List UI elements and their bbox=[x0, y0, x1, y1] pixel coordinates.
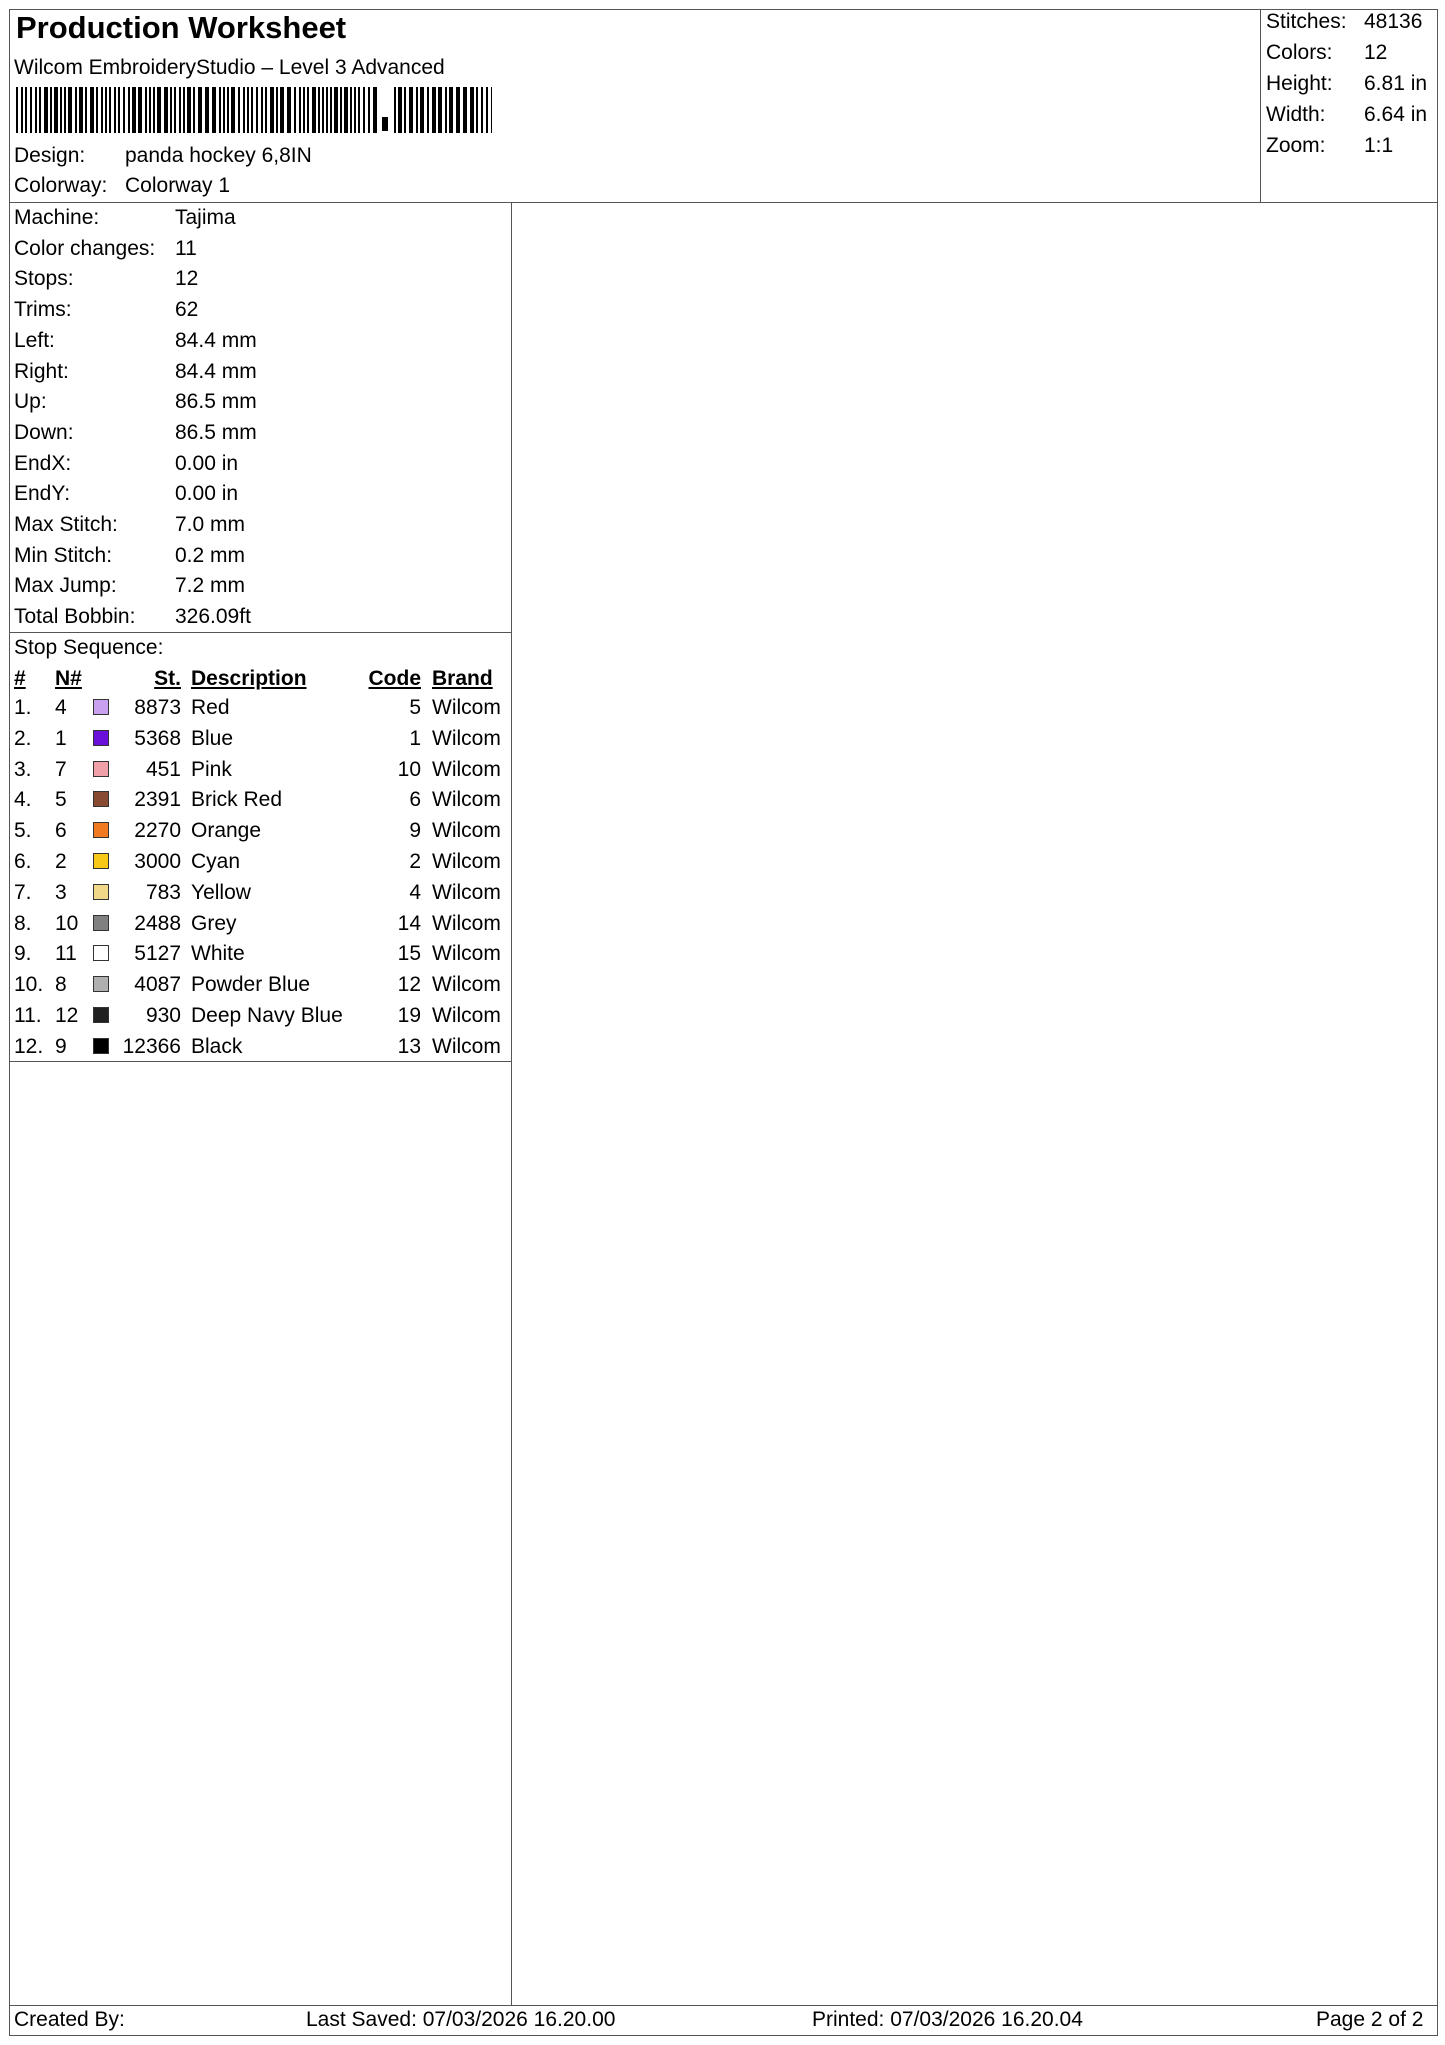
stitch-count: 2270 bbox=[134, 819, 181, 843]
page-title: Production Worksheet bbox=[16, 10, 347, 45]
color-swatch bbox=[93, 853, 109, 869]
needle-number: 7 bbox=[55, 757, 67, 781]
thread-brand: Wilcom bbox=[432, 1004, 501, 1027]
stop-number: 6. bbox=[14, 850, 32, 873]
created-by: Created By: bbox=[14, 2008, 125, 2031]
table-row bbox=[0, 785, 512, 815]
thread-brand: Wilcom bbox=[432, 726, 501, 750]
table-row bbox=[0, 816, 512, 846]
machine-info-label: Up: bbox=[14, 390, 47, 414]
needle-number: 1 bbox=[55, 726, 67, 750]
thread-brand: Wilcom bbox=[432, 942, 501, 966]
stop-number: 3. bbox=[14, 757, 32, 781]
machine-info-label: Max Stitch: bbox=[14, 513, 118, 536]
thread-description: Pink bbox=[191, 757, 232, 781]
stitch-count: 930 bbox=[145, 1004, 181, 1027]
machine-info-divider bbox=[9, 632, 512, 633]
thread-code: 9 bbox=[409, 819, 421, 843]
stop-number: 2. bbox=[14, 726, 32, 750]
machine-info-label: Machine: bbox=[14, 206, 100, 229]
table-row bbox=[0, 724, 512, 754]
stitch-count: 2391 bbox=[134, 788, 181, 812]
machine-info-label: Color changes: bbox=[14, 236, 156, 260]
thread-brand: Wilcom bbox=[432, 757, 501, 781]
thread-code: 14 bbox=[397, 911, 421, 935]
thread-code: 12 bbox=[397, 973, 421, 997]
machine-info-value: 7.0 mm bbox=[175, 513, 246, 536]
needle-number: 10 bbox=[55, 911, 79, 935]
thread-brand: Wilcom bbox=[432, 696, 501, 719]
last-saved: Last Saved: 07/03/2026 16.20.00 bbox=[306, 2008, 616, 2031]
thread-brand: Wilcom bbox=[432, 911, 501, 935]
thread-code: 4 bbox=[409, 880, 421, 904]
machine-info-value: 326.09ft bbox=[175, 605, 251, 629]
thread-description: Red bbox=[191, 696, 230, 719]
col-stitches: St. bbox=[154, 667, 181, 690]
thread-code: 2 bbox=[409, 850, 421, 873]
machine-info-label: Left: bbox=[14, 328, 55, 352]
stop-number: 5. bbox=[14, 819, 32, 843]
machine-info-value: 0.00 in bbox=[175, 482, 239, 506]
printed-date: Printed: 07/03/2026 16.20.04 bbox=[812, 2008, 1083, 2031]
thread-code: 15 bbox=[397, 942, 421, 966]
machine-info-value: 62 bbox=[175, 298, 199, 322]
summary-value: 1:1 bbox=[1364, 134, 1394, 157]
summary-label: Stitches: bbox=[1266, 10, 1347, 33]
col-description: Description bbox=[191, 667, 307, 690]
stop-number: 4. bbox=[14, 788, 32, 812]
stitch-count: 5368 bbox=[134, 726, 181, 750]
machine-info-label: EndY: bbox=[14, 482, 71, 506]
thread-code: 1 bbox=[409, 726, 421, 750]
machine-info-label: Min Stitch: bbox=[14, 543, 113, 567]
page-number: Page 2 of 2 bbox=[1316, 2008, 1424, 2031]
needle-number: 11 bbox=[55, 942, 77, 966]
thread-code: 6 bbox=[409, 788, 421, 812]
color-swatch bbox=[93, 822, 109, 838]
thread-description: Brick Red bbox=[191, 788, 283, 812]
thread-description: Yellow bbox=[191, 880, 251, 904]
stop-number: 12. bbox=[14, 1034, 44, 1058]
thread-brand: Wilcom bbox=[432, 850, 501, 873]
needle-number: 6 bbox=[55, 819, 67, 843]
thread-description: Black bbox=[191, 1034, 243, 1058]
machine-info-value: 86.5 mm bbox=[175, 420, 257, 444]
software-name: Wilcom EmbroideryStudio – Level 3 Advanced bbox=[14, 56, 445, 79]
table-row bbox=[0, 909, 512, 939]
col-num: # bbox=[14, 667, 26, 690]
machine-info-label: Trims: bbox=[14, 298, 72, 322]
colorway-value: Colorway 1 bbox=[125, 174, 231, 197]
barcode-image bbox=[16, 87, 492, 133]
color-swatch bbox=[93, 791, 109, 807]
needle-number: 8 bbox=[55, 973, 67, 997]
color-swatch bbox=[93, 730, 109, 746]
stitch-count: 783 bbox=[145, 880, 181, 904]
summary-label: Height: bbox=[1266, 72, 1333, 95]
machine-info-value: Tajima bbox=[175, 206, 236, 229]
needle-number: 12 bbox=[55, 1004, 79, 1027]
thread-description: White bbox=[191, 942, 245, 966]
stitch-count: 3000 bbox=[134, 850, 181, 873]
stitch-count: 8873 bbox=[134, 696, 181, 719]
stitch-count: 2488 bbox=[134, 911, 181, 935]
col-brand: Brand bbox=[432, 667, 493, 690]
thread-brand: Wilcom bbox=[432, 880, 501, 904]
thread-code: 13 bbox=[397, 1034, 421, 1058]
needle-number: 9 bbox=[55, 1034, 67, 1058]
thread-description: Orange bbox=[191, 819, 262, 843]
thread-code: 10 bbox=[397, 757, 421, 781]
machine-info-label: Max Jump: bbox=[14, 574, 117, 598]
summary-label: Width: bbox=[1266, 103, 1326, 126]
color-swatch bbox=[93, 976, 109, 992]
stop-number: 8. bbox=[14, 911, 32, 935]
machine-info-label: Stops: bbox=[14, 267, 74, 291]
machine-info-value: 84.4 mm bbox=[175, 328, 257, 352]
thread-description: Deep Navy Blue bbox=[191, 1004, 343, 1027]
stop-number: 7. bbox=[14, 880, 32, 904]
footer-divider bbox=[9, 2005, 1438, 2006]
machine-info-value: 84.4 mm bbox=[175, 359, 257, 383]
needle-number: 5 bbox=[55, 788, 67, 812]
machine-info-label: EndX: bbox=[14, 451, 72, 475]
table-row bbox=[0, 755, 512, 785]
thread-brand: Wilcom bbox=[432, 1034, 501, 1058]
thread-brand: Wilcom bbox=[432, 819, 501, 843]
machine-info-label: Total Bobbin: bbox=[14, 605, 136, 629]
stop-number: 9. bbox=[14, 942, 32, 966]
needle-number: 2 bbox=[55, 850, 67, 873]
needle-number: 4 bbox=[55, 696, 67, 719]
summary-divider bbox=[1260, 9, 1261, 203]
color-swatch bbox=[93, 761, 109, 777]
summary-label: Zoom: bbox=[1266, 134, 1326, 157]
machine-info-label: Down: bbox=[14, 420, 74, 444]
thread-brand: Wilcom bbox=[432, 973, 501, 997]
col-needle: N# bbox=[55, 667, 82, 690]
stop-number: 1. bbox=[14, 696, 32, 719]
summary-value: 12 bbox=[1364, 41, 1388, 64]
table-row bbox=[0, 939, 512, 969]
machine-info-value: 7.2 mm bbox=[175, 574, 246, 598]
thread-description: Grey bbox=[191, 911, 237, 935]
thread-description: Cyan bbox=[191, 850, 241, 873]
table-row bbox=[0, 970, 512, 1000]
stitch-count: 12366 bbox=[122, 1034, 181, 1058]
color-swatch bbox=[93, 945, 109, 961]
needle-number: 3 bbox=[55, 880, 67, 904]
thread-code: 19 bbox=[397, 1004, 421, 1027]
table-row bbox=[0, 1001, 512, 1031]
thread-brand: Wilcom bbox=[432, 788, 501, 812]
color-swatch bbox=[93, 915, 109, 931]
table-row bbox=[0, 1032, 512, 1062]
stitch-count: 451 bbox=[145, 757, 181, 781]
color-swatch bbox=[93, 699, 109, 715]
thread-description: Powder Blue bbox=[191, 973, 311, 997]
design-value: panda hockey 6,8IN bbox=[125, 144, 312, 167]
thread-description: Blue bbox=[191, 726, 234, 750]
col-code: Code bbox=[368, 667, 421, 690]
summary-value: 48136 bbox=[1364, 10, 1423, 33]
summary-label: Colors: bbox=[1266, 41, 1333, 64]
stop-sequence-title: Stop Sequence: bbox=[14, 636, 164, 659]
summary-value: 6.81 in bbox=[1364, 72, 1428, 95]
color-swatch bbox=[93, 1038, 109, 1054]
color-swatch bbox=[93, 884, 109, 900]
stitch-count: 5127 bbox=[134, 942, 181, 966]
stop-number: 10. bbox=[14, 973, 44, 997]
machine-info-value: 11 bbox=[175, 236, 197, 260]
colorway-label: Colorway: bbox=[14, 174, 108, 197]
machine-info-value: 86.5 mm bbox=[175, 390, 257, 414]
machine-info-value: 12 bbox=[175, 267, 199, 291]
summary-value: 6.64 in bbox=[1364, 103, 1428, 126]
stop-number: 11. bbox=[14, 1004, 42, 1027]
stitch-count: 4087 bbox=[134, 973, 181, 997]
machine-info-value: 0.00 in bbox=[175, 451, 239, 475]
machine-info-label: Right: bbox=[14, 359, 69, 383]
machine-info-value: 0.2 mm bbox=[175, 543, 246, 567]
thread-code: 5 bbox=[409, 696, 421, 719]
column-divider bbox=[511, 202, 512, 2006]
table-row bbox=[0, 878, 512, 908]
color-swatch bbox=[93, 1007, 109, 1023]
table-row bbox=[0, 693, 512, 723]
table-row bbox=[0, 847, 512, 877]
design-label: Design: bbox=[14, 144, 86, 167]
